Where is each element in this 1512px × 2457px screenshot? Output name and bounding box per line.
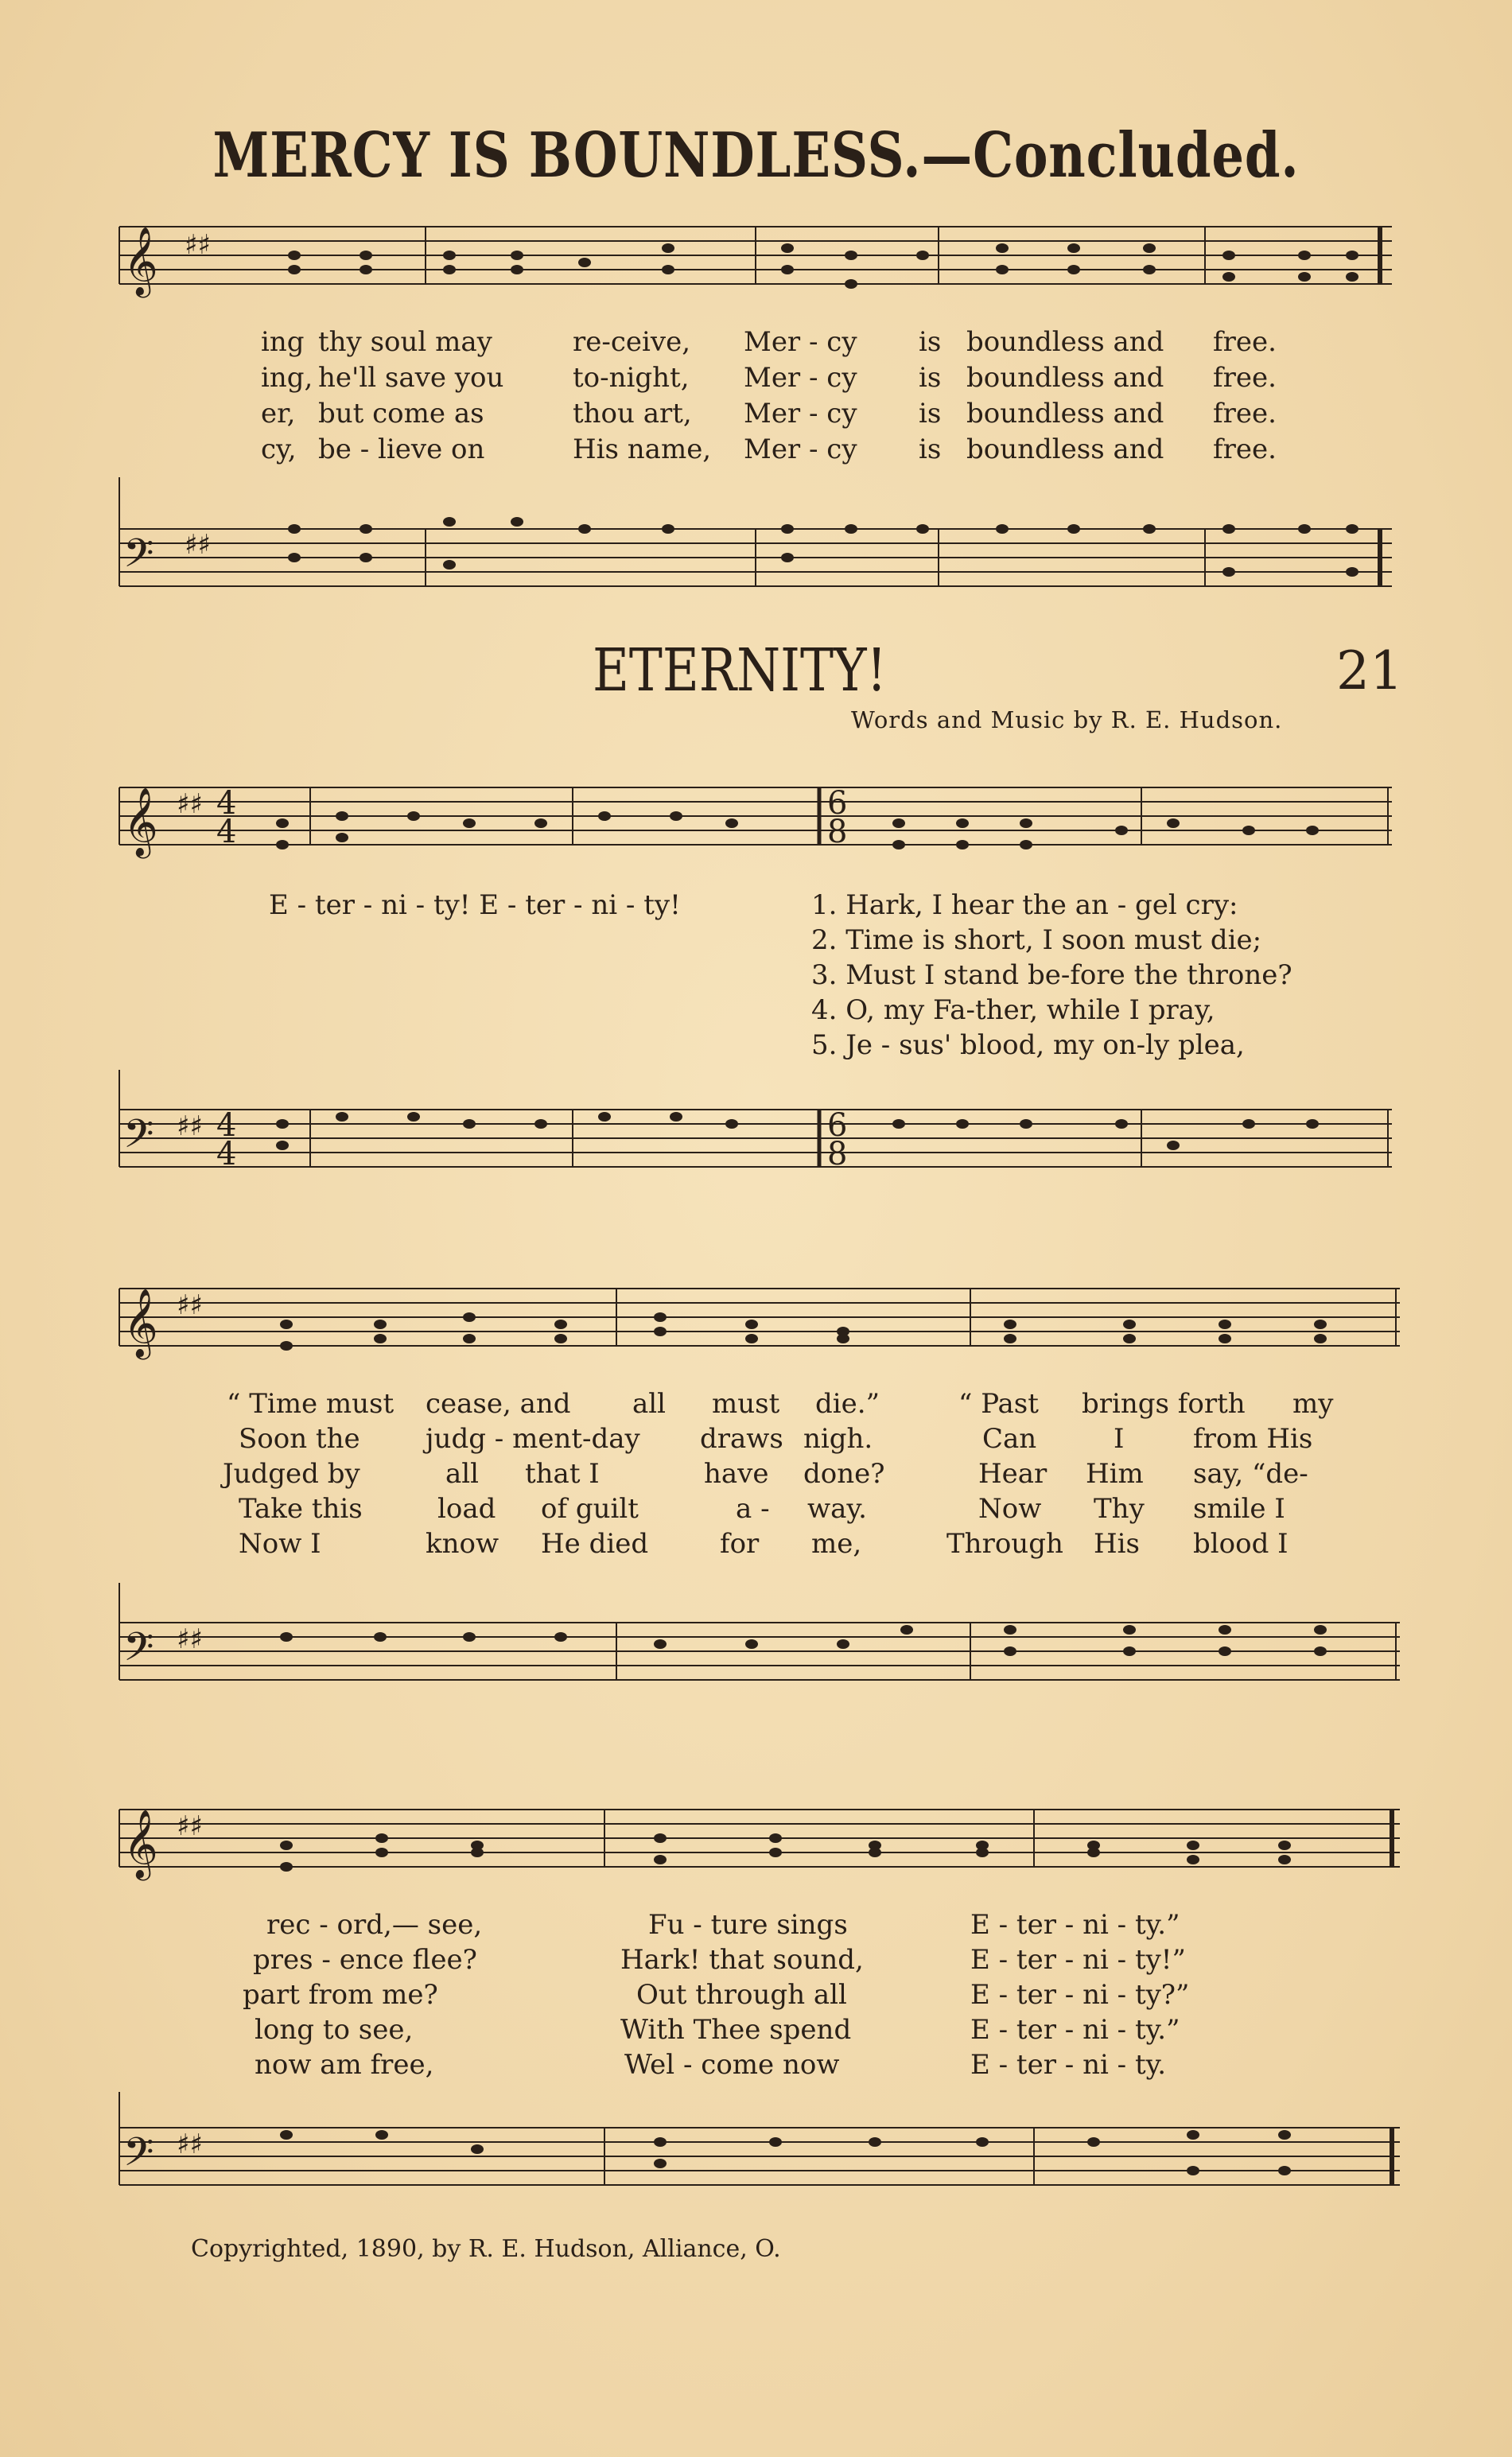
svg-text:𝄢: 𝄢: [123, 531, 154, 586]
svg-text:♯♯: ♯♯: [177, 1623, 203, 1655]
svg-text:𝄢: 𝄢: [123, 1111, 154, 1167]
system4-treble-staff: [0, 1786, 1512, 1905]
eternity-verse-5: 5. Je - sus' blood, my on-ly plea,: [811, 1029, 1245, 1061]
svg-text:♯♯: ♯♯: [177, 1289, 203, 1321]
song-title-mercy: MERCY IS BOUNDLESS.—Concluded.: [212, 119, 1300, 192]
svg-text:4: 4: [216, 785, 237, 822]
copyright-notice: Copyrighted, 1890, by R. E. Hudson, Alliance, O.: [191, 2235, 781, 2263]
svg-text:♯♯: ♯♯: [177, 1110, 203, 1142]
page-number: 21: [1336, 640, 1403, 702]
hymnal-page: MERCY IS BOUNDLESS.—Concluded. 𝄞 ♯♯ ing thy soul may re-ceive, Mer - cy is boundless and free. ing, he'll save you to-night, Mer - cy is boundless and free. er, but come as thou art, Mer - cy is boundless and free. cy, be - lieve on His name, Mer - cy is boundless and free. 𝄢 ♯♯ ETERNITY! 21 Words and Music by R. E. Hudson. 𝄞 ♯♯ 4 4 6 8 E - ter - ni - ty! E - ter - ni - ty! 1. Hark, I hear the an - gel cry: 2. Time is short, I soon must die; 3. Must I stand be-fore the throne? 4. O, my Fa-ther, while I pray, 5. Je - sus' blood, my on-ly plea, 𝄢 ♯♯ 4 4 6 8 𝄞 ♯♯ “ Time must cease, and all must die.” “ Past brings forth my Soon the judg - ment-day draws nigh. Can I from His Judged by all that I have done? Hear Him say, “de- Take this load of guilt a - way. Now Thy smile I Now I know He died for me, Through His blood I 𝄢 ♯♯ 𝄞 ♯♯ rec - ord,— see, Fu - ture sings E - ter - ni - ty.” pres - ence flee? Hark! that sound, E - ter - ni - ty!” part from me? Out through all E - ter - ni - ty?” long to see, With Thee spend E - ter - ni - ty.” now am free, Wel - come now E - ter - ni - ty. 𝄢 ♯♯ Copyrighted, 1890, by R. E. Hudson, Alliance, O.: [0, 0, 1512, 2457]
song-credit: Words and Music by R. E. Hudson.: [851, 706, 1283, 733]
song-title-eternity: ETERNITY!: [593, 636, 887, 705]
svg-text:8: 8: [827, 1136, 848, 1172]
eternity-verse-1: 1. Hark, I hear the an - gel cry:: [811, 889, 1238, 921]
svg-text:♯♯: ♯♯: [185, 529, 211, 561]
svg-text:𝄢: 𝄢: [123, 1624, 154, 1680]
svg-text:𝄞: 𝄞: [123, 1289, 158, 1357]
svg-text:♯♯: ♯♯: [177, 2128, 203, 2160]
system3-treble-staff: [0, 1273, 1512, 1384]
svg-text:♯♯: ♯♯: [177, 1810, 203, 1842]
svg-text:6: 6: [827, 785, 848, 822]
svg-text:𝄢: 𝄢: [123, 2129, 154, 2185]
svg-text:6: 6: [827, 1107, 848, 1144]
system3-bass-staff: [0, 1583, 1512, 1710]
eternity-verse-4: 4. O, my Fa-ther, while I pray,: [811, 994, 1215, 1026]
svg-text:4: 4: [216, 1136, 237, 1172]
eternity-bass-staff: [0, 1070, 1512, 1213]
mercy-treble-staff: [0, 203, 1512, 330]
svg-text:♯♯: ♯♯: [177, 788, 203, 820]
eternity-treble-staff: [0, 760, 1512, 879]
svg-text:4: 4: [216, 1107, 237, 1144]
eternity-verse-2: 2. Time is short, I soon must die;: [811, 924, 1262, 956]
system4-bass-staff: [0, 2092, 1512, 2231]
svg-text:𝄞: 𝄞: [123, 787, 158, 856]
svg-text:𝄞: 𝄞: [123, 227, 158, 295]
eternity-refrain-lyric: E - ter - ni - ty! E - ter - ni - ty!: [269, 889, 681, 921]
mercy-bass-staff: [0, 477, 1512, 612]
svg-text:𝄞: 𝄞: [123, 1810, 158, 1878]
svg-text:8: 8: [827, 814, 848, 850]
eternity-verse-3: 3. Must I stand be-fore the throne?: [811, 959, 1292, 991]
svg-text:♯♯: ♯♯: [185, 229, 211, 261]
svg-text:4: 4: [216, 814, 237, 850]
